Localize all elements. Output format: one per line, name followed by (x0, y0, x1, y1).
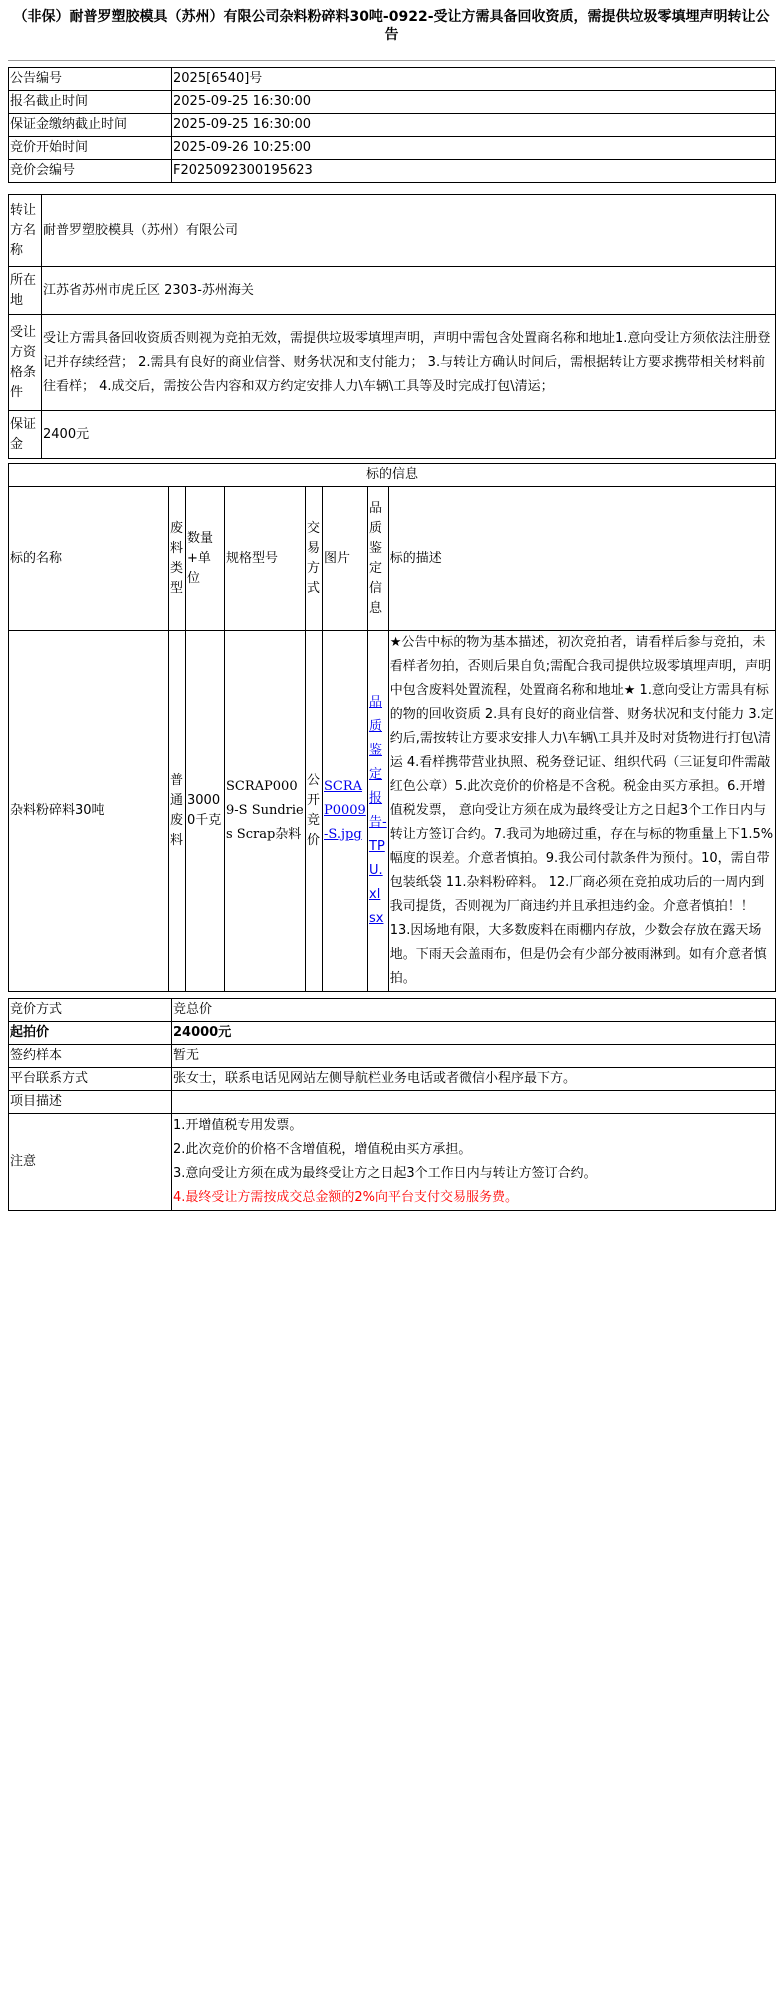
note-item: 1.开增值税专用发票。 (173, 1118, 303, 1133)
contract-sample-label: 签约样本 (9, 1045, 172, 1068)
deposit-label: 保证金 (9, 411, 42, 459)
table-row (9, 411, 776, 459)
info-value: 2025[6540]号 (172, 68, 776, 91)
table-row (9, 1045, 776, 1068)
column-header: 废料类型 (169, 487, 186, 631)
notes-list (172, 1114, 776, 1211)
table-row (9, 68, 776, 91)
table-row (9, 631, 776, 992)
table-row (9, 91, 776, 114)
platform-contact-label: 平台联系方式 (9, 1068, 172, 1091)
column-header: 图片 (323, 487, 368, 631)
note-item: 3.意向受让方须在成为最终受让方之日起3个工作日内与转让方签订合约。 (173, 1166, 597, 1181)
column-header: 数量+单位 (186, 487, 225, 631)
notes-label: 注意 (9, 1114, 172, 1211)
location-value: 江苏省苏州市虎丘区 2303-苏州海关 (42, 267, 776, 315)
bid-method-value: 竞总价 (172, 999, 776, 1022)
items-section-title: 标的信息 (9, 464, 776, 487)
info-label: 竞价开始时间 (9, 137, 172, 160)
table-header-row (9, 487, 776, 631)
table-row (9, 1114, 776, 1211)
bidding-info-table (8, 998, 776, 1211)
item-spec: SCRAP0009-S Sundries Scrap杂料 (225, 631, 306, 992)
transferor-name-label: 转让方名称 (9, 195, 42, 267)
image-file-link[interactable]: SCRAP0009-S.jpg (324, 779, 366, 842)
table-row (9, 195, 776, 267)
table-row (9, 464, 776, 487)
table-row (9, 1022, 776, 1045)
location-label: 所在地 (9, 267, 42, 315)
platform-contact-value: 张女士，联系电话见网站左侧导航栏业务电话或者微信小程序最下方。 (172, 1068, 776, 1091)
item-type: 普通废料 (169, 631, 186, 992)
item-trade-mode: 公开竞价 (306, 631, 323, 992)
column-header: 品质鉴定信息 (368, 487, 389, 631)
info-label: 公告编号 (9, 68, 172, 91)
transferor-name: 耐普罗塑胶模具（苏州）有限公司 (42, 195, 776, 267)
info-label: 保证金缴纳截止时间 (9, 114, 172, 137)
start-price-label: 起拍价 (9, 1022, 172, 1045)
column-header: 标的描述 (388, 487, 775, 631)
announcement-info-table (8, 67, 776, 183)
item-description: ★公告中标的物为基本描述，初次竞拍者，请看样后参与竞拍，未看样者勿拍，否则后果自负;需配合我司提供垃圾零填埋声明，声明中包含废料处置流程，处置商名称和地址★ 1.意向受让方需具有标的物的回收资质 2.具有良好的商业信誉、财务状况和支付能力 3.定约后,需按转让方要求安排人力\车辆\工具并及时对货物进行打包\清运 4.看样携带营业执照、税务登记证、组织代码（三证复印件需敲红色公章）5.此次竞价的价格是不含税。税金由买方承担。6.开增值税发票， 意向受让方须在成为最终受让方之日起3个工作日内与转让方签订合约。7.我司为地磅过重，存在与标的物重量上下1.5%幅度的误差。介意者慎拍。9.我公司付款条件为预付。10，需自带包装纸袋 11.杂料粉碎料。 12.厂商必须在竞拍成功后的一周内到我司提货，否则视为厂商违约并且承担违约金。介意者慎拍！！ 13.因场地有限，大多数废料在雨棚内存放，少数会存放在露天场地。下雨天会盖雨布，但是仍会有少部分被雨淋到。如有介意者慎拍。 (388, 631, 775, 992)
transferor-table (8, 194, 776, 459)
column-header: 规格型号 (225, 487, 306, 631)
contract-sample-value: 暂无 (172, 1045, 776, 1068)
info-value: F2025092300195623 (172, 160, 776, 183)
table-row (9, 137, 776, 160)
table-row (9, 1091, 776, 1114)
table-row (9, 160, 776, 183)
items-table (8, 463, 776, 992)
info-value: 2025-09-25 16:30:00 (172, 114, 776, 137)
table-row (9, 315, 776, 411)
table-row (9, 114, 776, 137)
info-value: 2025-09-25 16:30:00 (172, 91, 776, 114)
project-description-label: 项目描述 (9, 1091, 172, 1114)
quality-report-link[interactable]: 品质鉴定报告-TPU.xlsx (369, 695, 387, 926)
note-item-warning: 4.最终受让方需按成交总金额的2%向平台支付交易服务费。 (173, 1190, 519, 1205)
deposit-value: 2400元 (42, 411, 776, 459)
divider (8, 60, 775, 61)
info-label: 报名截止时间 (9, 91, 172, 114)
column-header: 标的名称 (9, 487, 169, 631)
note-item: 2.此次竞价的价格不含增值税，增值税由买方承担。 (173, 1142, 472, 1157)
bid-method-label: 竞价方式 (9, 999, 172, 1022)
column-header: 交易方式 (306, 487, 323, 631)
project-description-value (172, 1091, 776, 1114)
start-price-value: 24000元 (172, 1022, 776, 1045)
page-title: （非保）耐普罗塑胶模具（苏州）有限公司杂料粉碎料30吨-0922-受让方需具备回收资质，需提供垃圾零填埋声明转让公告 (13, 9, 770, 43)
item-quantity: 30000千克 (186, 631, 225, 992)
qualification-label: 受让方资格条件 (9, 315, 42, 411)
qualification-value: 受让方需具备回收资质否则视为竞拍无效，需提供垃圾零填埋声明，声明中需包含处置商名称和地址1.意向受让方须依法注册登记并存续经营； 2.需具有良好的商业信誉、财务状况和支付能力； 3.与转让方确认时间后，需根据转让方要求携带相关材料前往看样； 4.成交后，需按公告内容和双方约定安排人力\车辆\工具等及时完成打包\清运； (42, 315, 776, 411)
table-row (9, 267, 776, 315)
table-row (9, 1068, 776, 1091)
info-value: 2025-09-26 10:25:00 (172, 137, 776, 160)
item-name: 杂料粉碎料30吨 (9, 631, 169, 992)
table-row (9, 999, 776, 1022)
info-label: 竞价会编号 (9, 160, 172, 183)
